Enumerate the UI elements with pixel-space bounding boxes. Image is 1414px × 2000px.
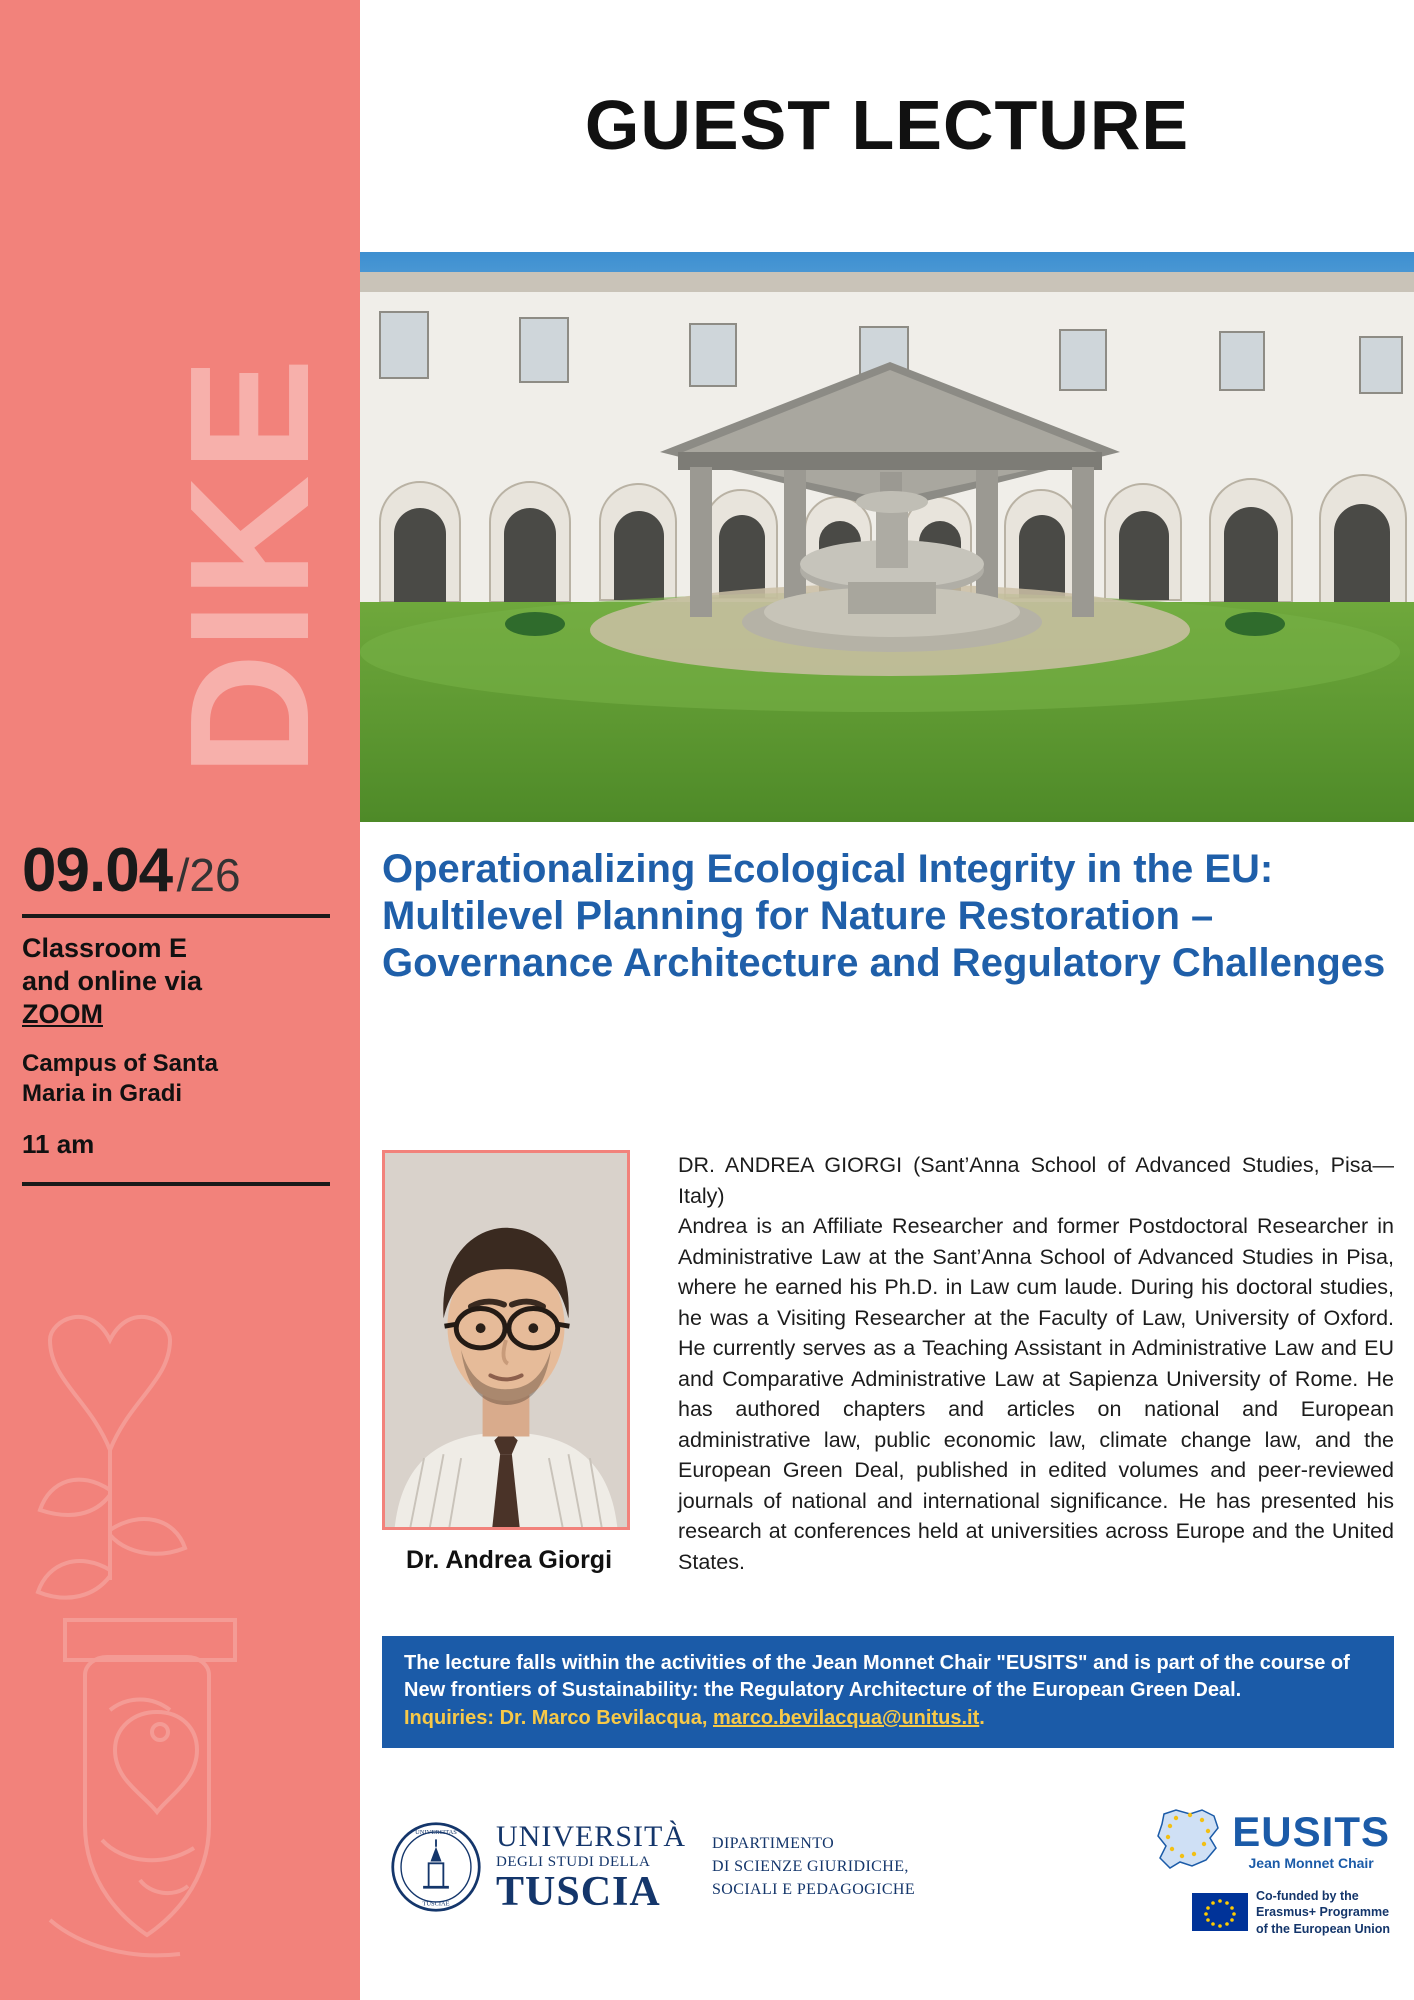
header-band xyxy=(360,0,1414,250)
event-campus xyxy=(22,1049,332,1109)
lecture-title: Operationalizing Ecological Integrity in the EU: Multilevel Planning for Nature Restoration – Governance Architecture and Regulatory Challenges xyxy=(382,847,1386,985)
event-location-mode xyxy=(22,932,332,1031)
divider-top xyxy=(22,914,330,918)
notice-text: The lecture falls within the activities of the Jean Monnet Chair "EUSITS" and is part of the course of New frontiers of Sustainability: the Regulatory Architecture of the European Green Deal. xyxy=(404,1652,1350,1701)
speaker-name-caption: Dr. Andrea Giorgi xyxy=(405,1546,613,1574)
chair-name: EUSITS xyxy=(1232,1808,1390,1855)
svg-text:UNIVERSITAS: UNIVERSITAS xyxy=(415,1828,457,1836)
event-campus-line-1: Campus of Santa xyxy=(22,1049,219,1077)
page-title: GUEST LECTURE xyxy=(584,86,1190,164)
svg-text:TUSCIAE: TUSCIAE xyxy=(422,1900,450,1908)
event-campus-line-2: Maria in Gradi xyxy=(22,1079,183,1107)
speaker-photo xyxy=(382,1150,630,1530)
university-seal-icon xyxy=(390,1821,482,1913)
inquiries-label: Inquiries: Dr. Marco Bevilacqua, xyxy=(404,1707,708,1730)
cofunded-line-2: Erasmus+ Programme xyxy=(1255,1905,1390,1920)
event-date-year: /26 xyxy=(176,849,241,901)
cofunded-line-1: Co-funded by the xyxy=(1255,1889,1359,1903)
cofunded-text xyxy=(1256,1888,1390,1937)
university-crest-watermark xyxy=(0,1280,350,2000)
footer-logos xyxy=(360,1790,1414,1990)
europe-map-icon xyxy=(1146,1804,1232,1878)
cofunded-block xyxy=(1090,1888,1390,1937)
university-logo-block xyxy=(390,1820,915,1913)
event-details xyxy=(22,836,332,1186)
department-line-1: DIPARTIMENTO xyxy=(712,1834,835,1852)
university-wordmark xyxy=(496,1820,686,1913)
department-line-2: DI SCIENZE GIURIDICHE, xyxy=(712,1857,909,1875)
speaker-portrait-column xyxy=(382,1150,650,1575)
event-time: 11 am xyxy=(22,1128,95,1159)
cloister-photo xyxy=(360,252,1414,822)
notice-inquiries xyxy=(404,1705,1372,1732)
dike-logo: DIKE xyxy=(155,353,345,777)
divider-bottom xyxy=(22,1182,330,1186)
eu-flag-icon xyxy=(1192,1893,1248,1931)
eusits-logo-block xyxy=(1090,1804,1390,1937)
event-zoom-link[interactable] xyxy=(22,998,332,1031)
event-online-label: and online via xyxy=(22,965,203,996)
left-sidebar xyxy=(0,0,360,2000)
university-name-line-2: DEGLI STUDI DELLA xyxy=(496,1854,651,1870)
inquiries-email-link[interactable]: marco.bevilacqua@unitus.it xyxy=(713,1707,980,1730)
university-name-line-1: UNIVERSITÀ xyxy=(496,1820,686,1853)
speaker-biography-text: Andrea is an Affiliate Researcher and former Postdoctoral Researcher in Administrative Law at the Sant’Anna School of Advanced Studies in Pisa, where he earned his Ph.D. in Law cum laude. During his doctoral studies, he was a Visiting Researcher at the Faculty of Law, University of Oxford. He currently serves as a Teaching Assistant in Administrative Law and EU and Comparative Administrative Law at Sapienza University of Rome. He has authored chapters and articles on national and European administrative law, public economic law, climate change law, and the European Green Deal, published in edited volumes and peer-reviewed journals of national and international significance. He has presented his research at conferences held at universities across Europe and the United States. xyxy=(678,1214,1394,1574)
university-name-line-3: TUSCIA xyxy=(496,1869,661,1915)
zoom-link-underline: ZOOM xyxy=(22,998,103,1029)
department-name xyxy=(712,1832,915,1902)
speaker-affiliation: DR. ANDREA GIORGI (Sant’Anna School of Advanced Studies, Pisa—Italy) xyxy=(678,1153,1394,1208)
chair-subtitle: Jean Monnet Chair xyxy=(1248,1855,1374,1871)
cofunded-line-3: of the European Union xyxy=(1255,1921,1390,1936)
event-classroom: Classroom E xyxy=(22,933,188,963)
event-date xyxy=(22,836,332,905)
department-line-3: SOCIALI E PEDAGOGICHE xyxy=(712,1881,916,1899)
inquiries-period: . xyxy=(979,1707,985,1730)
speaker-bio xyxy=(678,1150,1394,1577)
main-content xyxy=(360,0,1414,2000)
event-date-day: 09.04 xyxy=(22,836,173,905)
eusits-row xyxy=(1090,1804,1390,1878)
notice-box xyxy=(382,1636,1394,1748)
